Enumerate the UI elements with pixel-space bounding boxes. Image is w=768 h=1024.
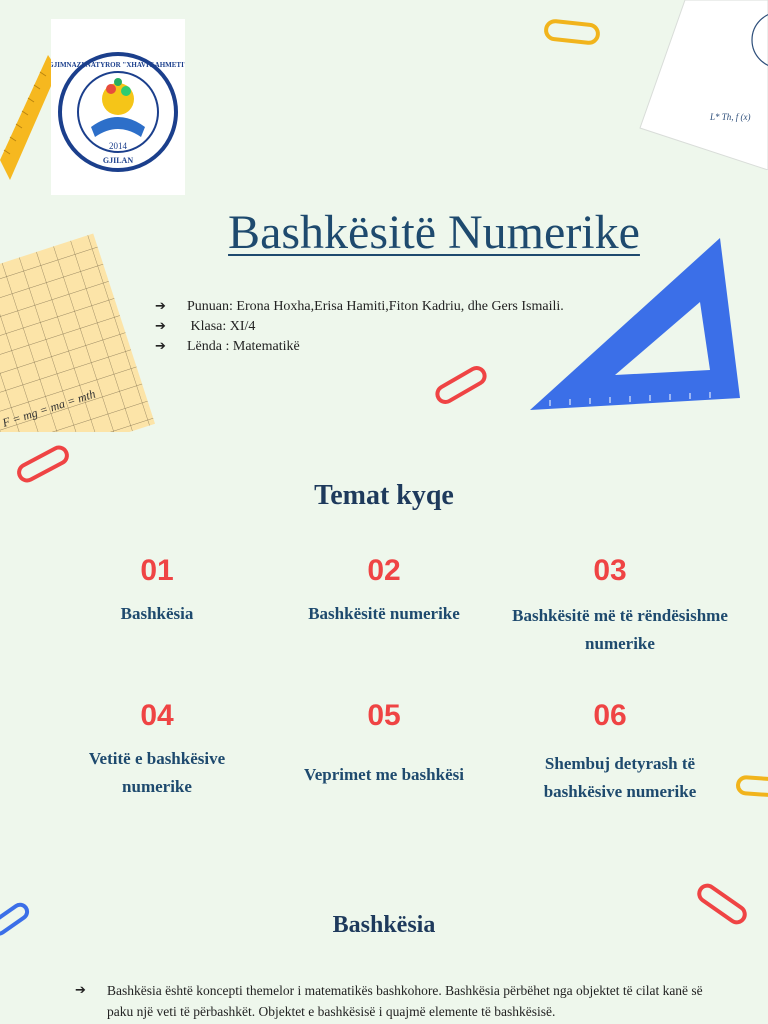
school-logo: [51, 19, 185, 195]
class-text: Klasa: XI/4: [187, 319, 256, 334]
list-item: [155, 297, 564, 317]
topic-label: Shembuj detyrash të bashkësive numerike: [543, 754, 697, 801]
logo-text: GJIMNAZI NATYROR "XHAVIT AHMETI": [51, 61, 185, 69]
topic-number: 05: [367, 699, 401, 732]
author-list: [155, 297, 564, 357]
topic-label: Bashkësitë më të rëndësishme numerike: [512, 606, 728, 653]
arrow-icon: ➔: [155, 299, 166, 314]
arrow-icon: ➔: [75, 983, 86, 998]
topics-slide: [0, 432, 768, 872]
definition-slide: [0, 872, 768, 1024]
topic-label: Veprimet me bashkësi: [304, 765, 464, 784]
authors-text: Punuan: Erona Hoxha,Erisa Hamiti,Fiton Kadriu, dhe Gers Ismaili.: [187, 299, 564, 314]
topic-label: Bashkësia: [120, 604, 194, 623]
paperclip-icon: [543, 18, 603, 48]
section-heading: Temat kyqe: [314, 480, 454, 511]
note-paper-decoration: [630, 0, 768, 170]
logo-year: 2014: [109, 141, 127, 151]
topic-number: 02: [367, 554, 401, 587]
topic-label: Bashkësitë numerike: [308, 604, 460, 623]
subject-text: Lënda : Matematikë: [187, 339, 300, 354]
topic-number: 03: [593, 554, 627, 587]
list-item: [155, 337, 564, 357]
arrow-icon: ➔: [155, 339, 166, 354]
corner-note: L* Th, f (x): [710, 112, 751, 122]
section-heading: Bashkësia: [332, 912, 436, 938]
title-slide: [0, 0, 768, 432]
paper-formula: F = mg = ma = mth: [0, 386, 98, 430]
paragraph-text: Bashkësia është koncepti themelor i matematikës bashkohore. Bashkësia përbëhet nga objektet të cilat kanë së paku një veti të përbashkët. Objektet e bashkësisë i quajmë elemente të bashkësisë.: [107, 983, 703, 1019]
logo-city: GJILAN: [102, 156, 134, 165]
topic-number: 06: [593, 699, 627, 732]
page-title: Bashkësitë Numerike: [228, 206, 640, 259]
paperclip-icon: [432, 365, 492, 410]
topic-number: 01: [140, 554, 174, 587]
arrow-icon: ➔: [155, 319, 166, 334]
list-item: [155, 317, 564, 337]
definition-paragraph: [75, 980, 715, 1022]
triangle-ruler-decoration: [520, 230, 750, 420]
topic-number: 04: [140, 699, 174, 732]
topic-label: Vetitë e bashkësive numerike: [88, 749, 226, 796]
